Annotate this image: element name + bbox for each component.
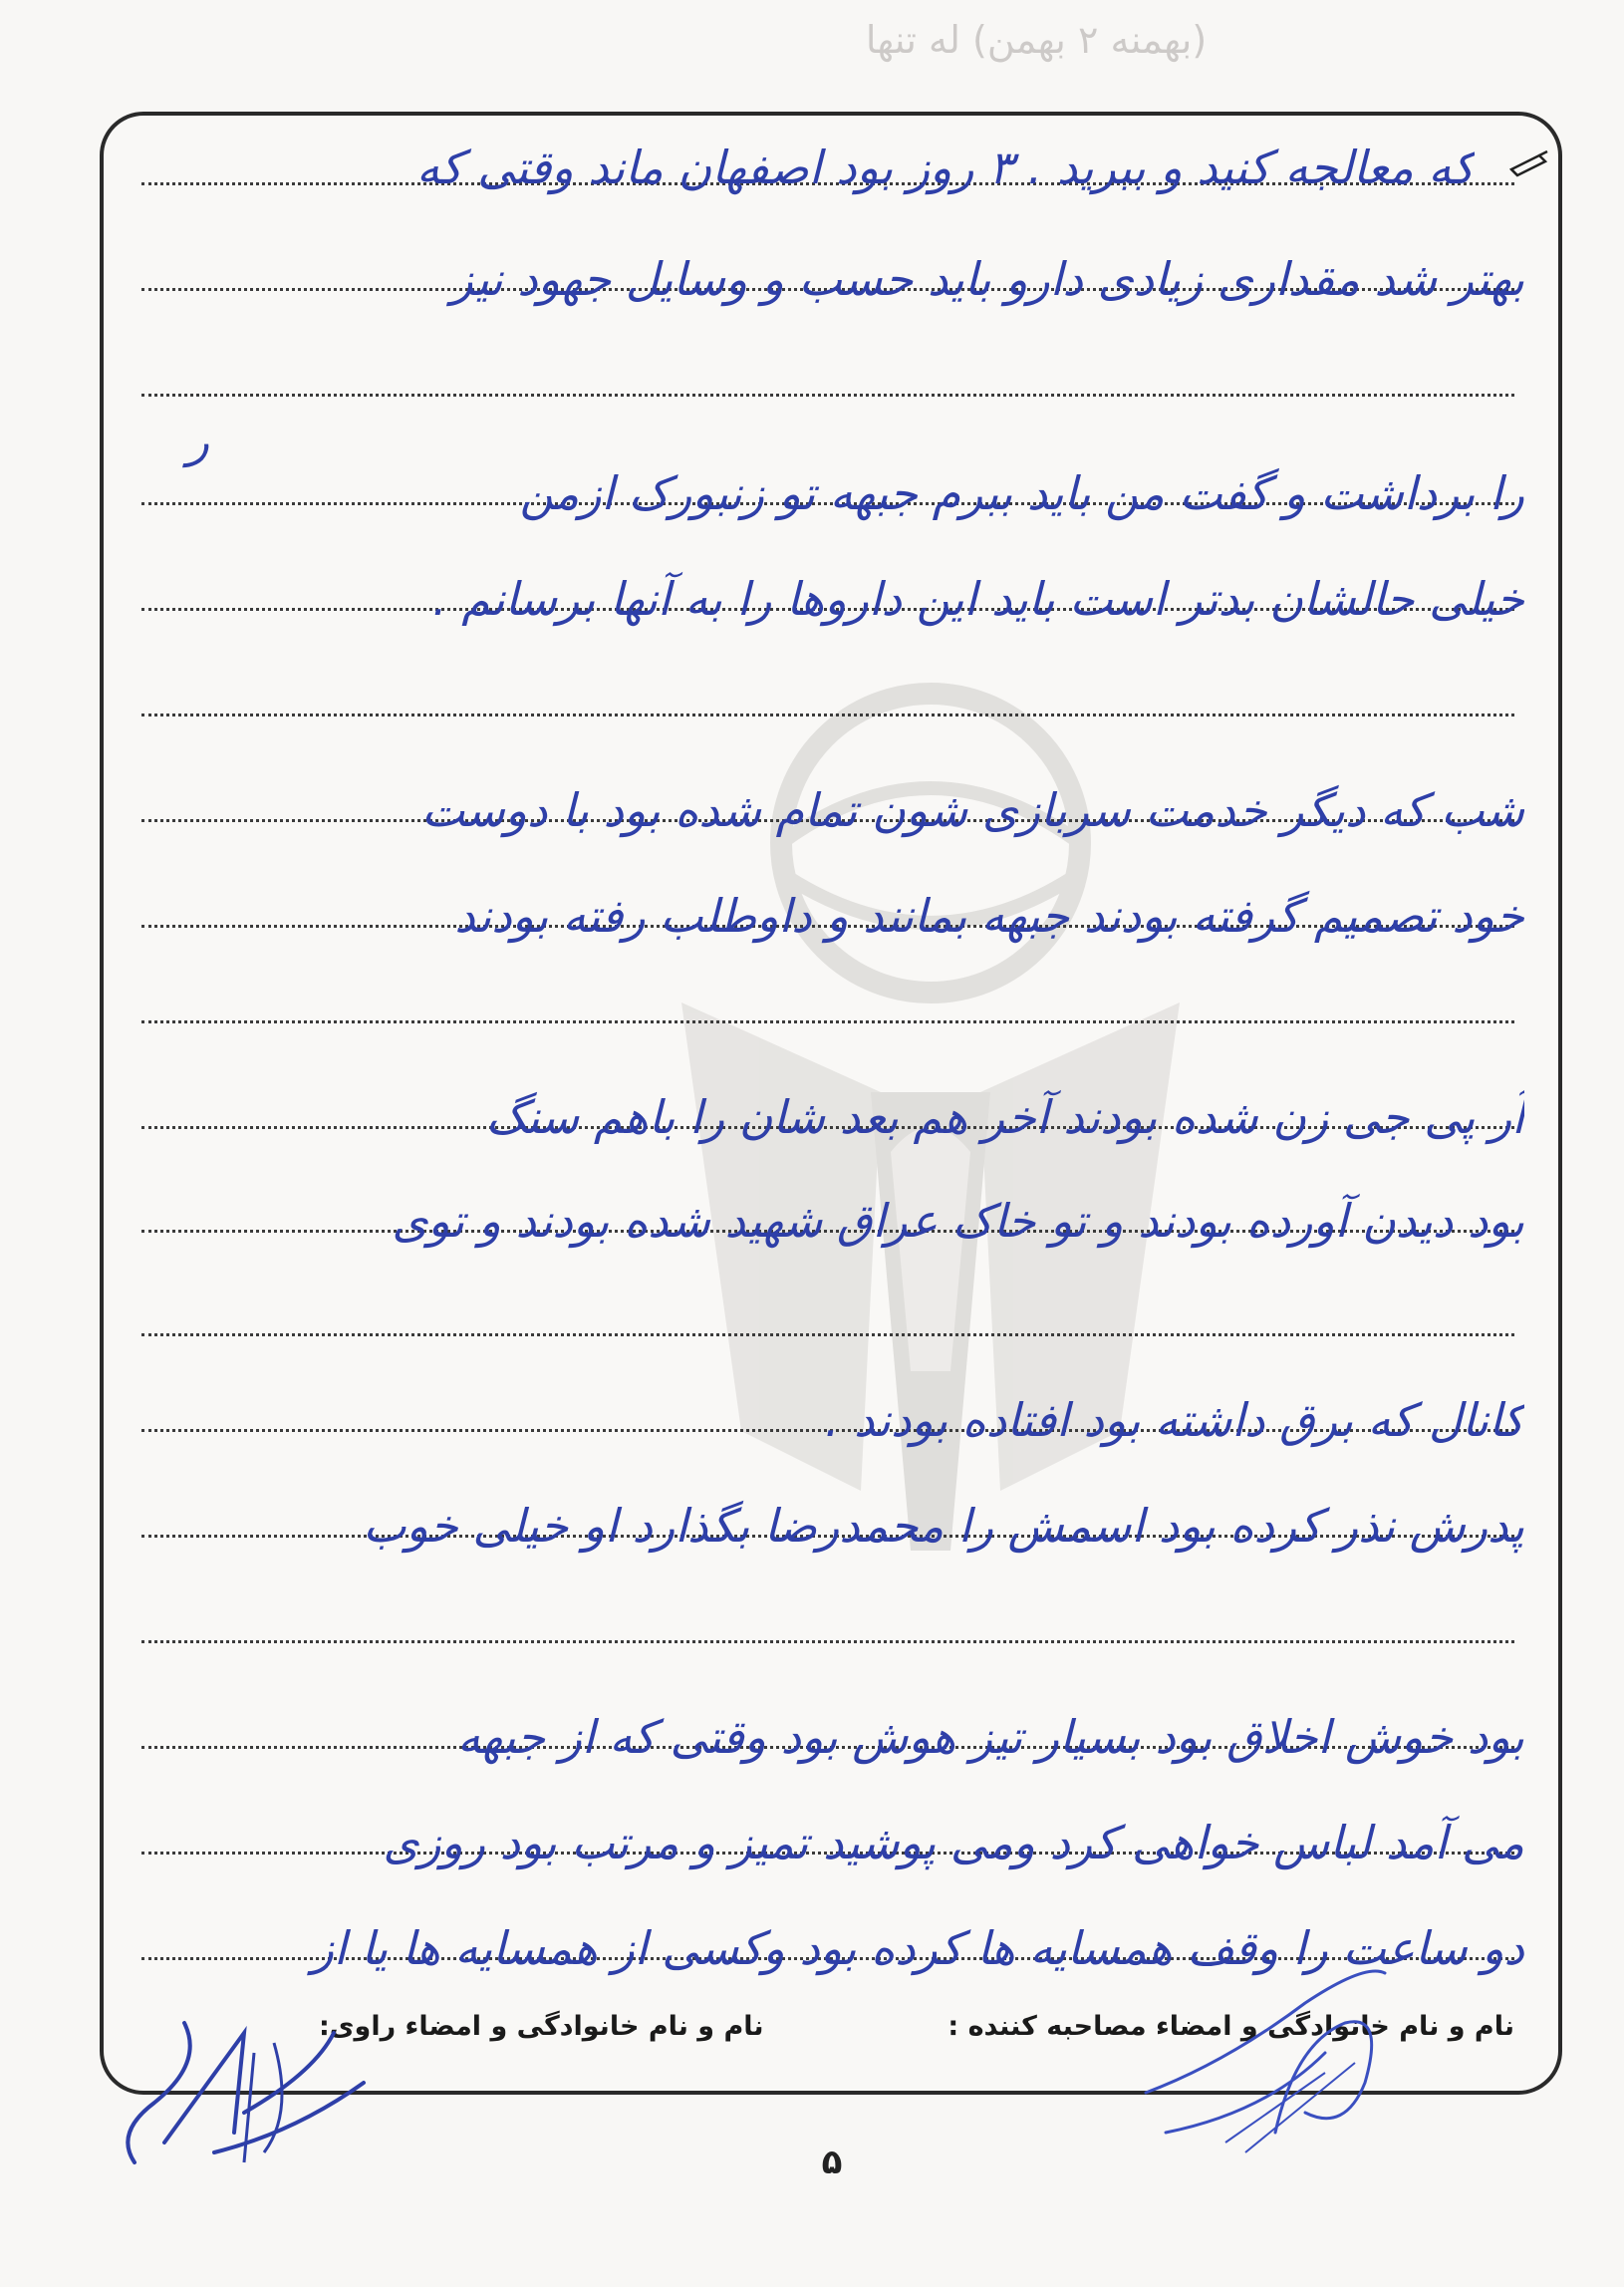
interviewer-signature-label: نام و نام خانوادگی و امضاء مصاحبه کننده :: [947, 2011, 1514, 2042]
handwritten-line: دو ساعت را وقف همسایه ها کرده بود وکسی از همسایه ها یا از: [311, 1921, 1524, 1975]
handwritten-line: آر پی جی زن شده بودند آخر هم بعد شان را باهم سنگ: [485, 1090, 1524, 1144]
handwritten-line: [110, 665, 1524, 744]
handwritten-line: می آمد لباس خواهی کرد ومی پوشید تمیز و مرتب بود روزی: [383, 1816, 1524, 1869]
handwritten-line: خیلی حالشان بدتر است باید این داروها را به آنها برسانم .: [431, 572, 1524, 626]
interviewer-signature: [1126, 1943, 1425, 2162]
narrator-signature-label: نام و نام خانوادگی و امضاء راوی:: [319, 2011, 764, 2042]
narrator-signature: [95, 1993, 394, 2192]
handwritten-line: کانال که برق داشته بود افتاده بودند .: [824, 1393, 1524, 1447]
handwritten-line: بهتر شد مقداری زیادی دارو باید حسب و وسایل جهود نیز: [450, 252, 1524, 306]
handwritten-line: را برداشت و گفت من باید ببرم جبهه تو زنبورک ازمن: [519, 466, 1524, 520]
handwritten-line: [110, 345, 1524, 425]
handwritten-line: [110, 972, 1524, 1051]
handwritten-line: [110, 1591, 1524, 1671]
handwritten-line: ر: [186, 414, 209, 467]
handwritten-line: بود خوش اخلاق بود بسیار تیز هوش بود وقتی که از جبهه: [456, 1710, 1524, 1764]
handwritten-line: پدرش نذر کرده بود اسمش را محمدرضا بگذارد او خیلی خوب: [363, 1499, 1524, 1553]
pen-writing-icon: [1509, 149, 1551, 177]
handwritten-line: که معالجه کنید و ببرید . ۳ روز بود اصفهان ماند وقتی که: [415, 141, 1475, 194]
handwritten-line: [110, 1285, 1524, 1364]
header-note: (بهمنه ۲ بهمن) له تنها: [865, 18, 1208, 62]
page-number: ۵: [821, 2143, 843, 2182]
handwritten-line: شب که دیگر خدمت سربازی شون تمام شده بود با دوست: [421, 783, 1524, 837]
handwritten-line: خود تصمیم گرفته بودند جبهه بمانند و داوطلب رفته بودند: [454, 889, 1524, 943]
handwritten-line: بود دیدن آورده بودند و تو خاک عراق شهید شده بودند و توی: [392, 1194, 1524, 1248]
